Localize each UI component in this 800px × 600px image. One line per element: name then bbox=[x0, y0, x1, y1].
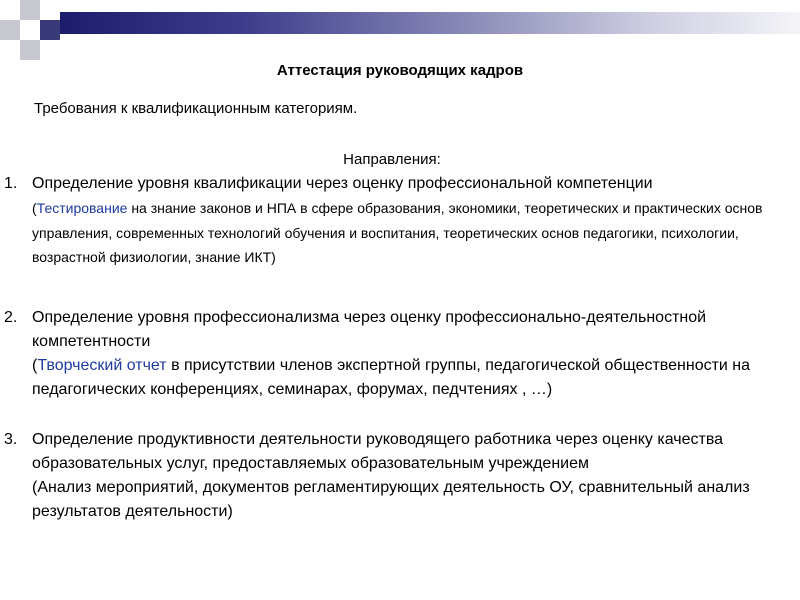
detail-highlight: Тестирование bbox=[36, 200, 128, 216]
list-item bbox=[4, 172, 784, 270]
item-detail bbox=[32, 354, 784, 402]
item-number: 2. bbox=[4, 309, 18, 326]
item-detail: (Анализ мероприятий, документов регламентирующих деятельность ОУ, сравнительный анализ результатов деятельности) bbox=[32, 479, 750, 520]
header-gradient-bar bbox=[60, 12, 800, 34]
item-detail bbox=[32, 196, 784, 270]
slide-title: Аттестация руководящих кадров bbox=[276, 62, 524, 79]
slide-subtitle: Требования к квалификационным категориям. bbox=[34, 100, 358, 117]
item-number: 1. bbox=[4, 175, 18, 192]
list-item bbox=[4, 306, 784, 402]
item-text: Определение продуктивности деятельности руководящего работника через оценку качества образовательных услуг, предоставляемых образовательным учреждением bbox=[32, 431, 724, 472]
decor-square bbox=[20, 0, 40, 20]
item-number: 3. bbox=[4, 431, 18, 448]
item-text: Определение уровня профессионализма через оценку профессионально-деятельностной компетентности bbox=[32, 309, 707, 350]
detail-open-paren: ( bbox=[32, 200, 37, 216]
decor-square bbox=[20, 20, 40, 40]
decor-square bbox=[0, 0, 20, 20]
detail-rest: на знание законов и НПА в сфере образования, экономики, теоретических и практических основ управления, современных технологий обучения и воспитания, теоретических основ педагогики, психологии, возрастной физиологии, знание ИКТ) bbox=[32, 200, 763, 265]
detail-open-paren: ( bbox=[32, 357, 38, 374]
detail-highlight: Творческий отчет bbox=[37, 357, 167, 374]
decor-square bbox=[40, 20, 60, 40]
list-item bbox=[4, 428, 784, 524]
item-text: Определение уровня квалификации через оценку профессиональной компетенции bbox=[32, 175, 653, 192]
decor-square bbox=[0, 20, 20, 40]
directions-label: Направления: bbox=[343, 151, 441, 168]
detail-rest: в присутствии членов экспертной группы, педагогической общественности на педагогических конференциях, семинарах, форумах, педчтениях , …) bbox=[32, 357, 751, 398]
decor-square bbox=[40, 0, 60, 20]
decor-square bbox=[20, 40, 40, 60]
